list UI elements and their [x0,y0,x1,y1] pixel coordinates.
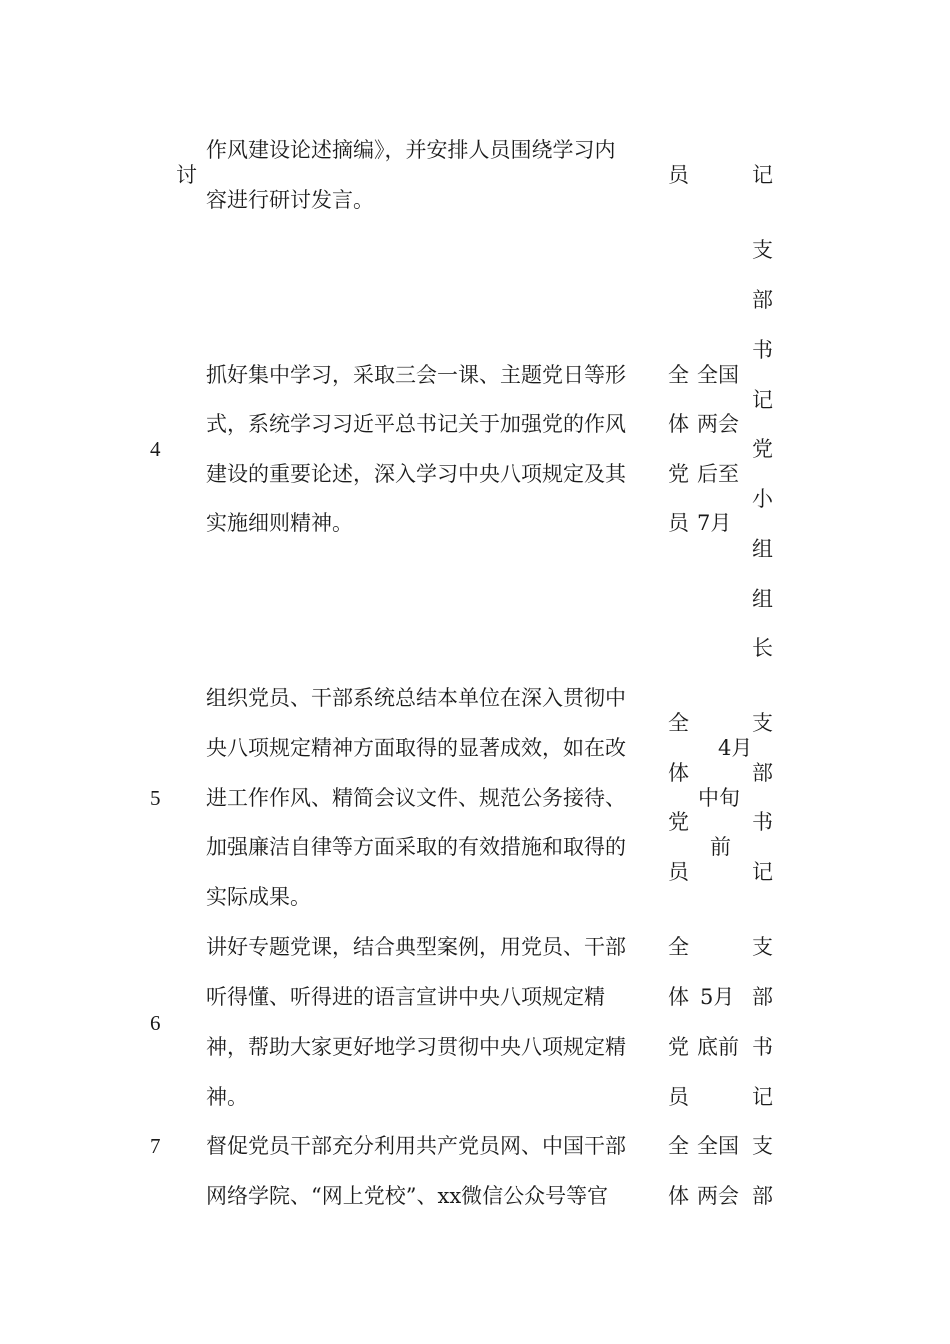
row-owner: 组 [752,587,773,611]
row-owner: 记 [752,1085,773,1109]
row-content-line: 网络学院、“网上党校”、xx微信公众号等官 [206,1184,609,1208]
row-time: 前 [710,835,731,859]
row-owner: 部 [752,761,773,785]
row-target: 员 [668,511,689,535]
row-owner: 支 [752,711,773,735]
row-number: 6 [150,1011,161,1035]
row-time: 底前 [697,1035,739,1059]
row-content-line: 加强廉洁自律等方面采取的有效措施和取得的 [206,835,626,859]
row-time: 全国 [697,363,739,387]
row-owner: 支 [752,238,773,262]
row-owner: 部 [752,985,773,1009]
row-owner: 部 [752,288,773,312]
row-target: 员 [668,1085,689,1109]
row-target: 党 [668,1035,689,1059]
row-content-line: 督促党员干部充分利用共产党员网、中国干部 [206,1134,626,1158]
row-time: 中旬 [698,786,740,810]
row-owner: 书 [752,810,773,834]
row-time: 后至 [697,462,739,486]
row-owner: 小 [752,487,773,511]
row-content-line: 式，系统学习习近平总书记关于加强党的作风 [206,412,626,436]
row-target: 体 [668,761,689,785]
row-content-line: 讲好专题党课，结合典型案例，用党员、干部 [206,935,626,959]
row-target: 全 [668,935,689,959]
row-target: 体 [668,1184,689,1208]
row-target: 全 [668,711,689,735]
row-number: 7 [150,1134,161,1158]
row-number: 5 [150,786,161,810]
row-time: 全国 [697,1134,739,1158]
row-owner: 组 [752,537,773,561]
row-content-line: 神。 [206,1085,248,1109]
row-owner: 支 [752,935,773,959]
row-time: 两会 [697,1184,739,1208]
row-time: 5月 [700,985,735,1009]
row-content-line: 实际成果。 [206,885,311,909]
row-time: 7月 [697,511,732,535]
row-owner: 党 [752,437,773,461]
row-content-line: 央八项规定精神方面取得的显著成效，如在改 [206,736,626,760]
row-content-line: 容进行研讨发言。 [206,188,374,212]
row-content-line: 进工作作风、精简会议文件、规范公务接待、 [206,786,626,810]
row-content-line: 抓好集中学习，采取三会一课、主题党日等形 [206,363,626,387]
row-content-line: 神，帮助大家更好地学习贯彻中央八项规定精 [206,1035,626,1059]
row-owner: 长 [752,636,773,660]
row-target: 党 [668,810,689,834]
row-time: 4月 [718,736,753,760]
row-target: 体 [668,412,689,436]
row-content-line: 建设的重要论述，深入学习中央八项规定及其 [206,462,626,486]
row-time: 两会 [697,412,739,436]
row-content-line: 组织党员、干部系统总结本单位在深入贯彻中 [206,686,626,710]
row-owner: 书 [752,338,773,362]
row-content-line: 听得懂、听得进的语言宣讲中央八项规定精 [206,985,605,1009]
row-owner: 部 [752,1184,773,1208]
row-owner: 记 [752,388,773,412]
row-owner: 记 [752,163,773,187]
row-target: 全 [668,1134,689,1158]
row-target: 员 [668,860,689,884]
row-number: 4 [150,437,161,461]
row-target: 党 [668,462,689,486]
row-content-line: 作风建设论述摘编》，并安排人员围绕学习内 [206,138,616,162]
row-owner: 支 [752,1134,773,1158]
row-category: 讨 [176,163,197,187]
row-owner: 记 [752,860,773,884]
row-target: 全 [668,363,689,387]
row-content-line: 实施细则精神。 [206,511,353,535]
row-target: 体 [668,985,689,1009]
row-owner: 书 [752,1035,773,1059]
row-target: 员 [668,163,689,187]
